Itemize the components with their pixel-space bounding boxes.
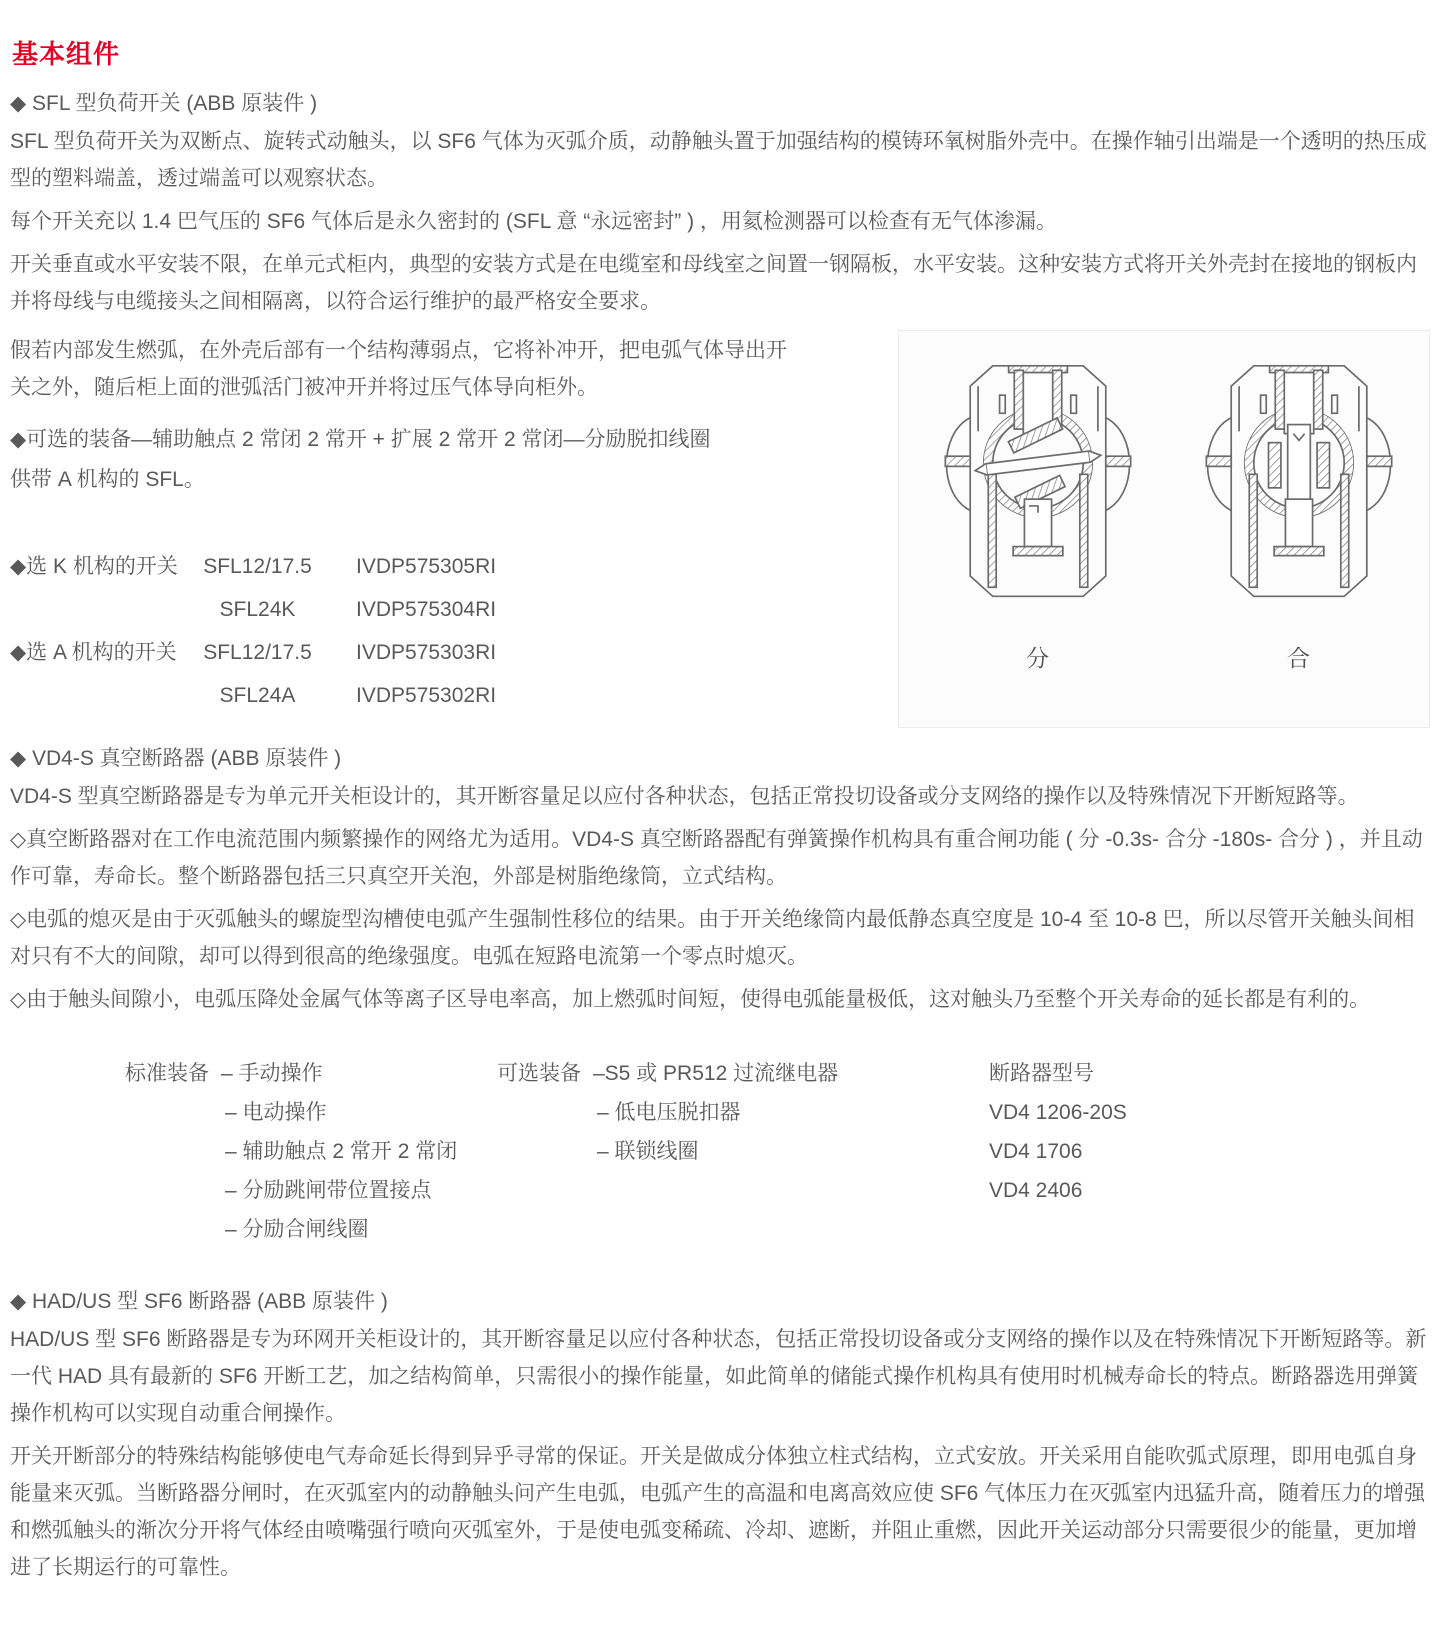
sfl-optional-equipment bbox=[10, 420, 798, 500]
vd4-paragraph-4: ◇由于触头间隙小，电弧压降处金属气体等离子区导电率高，加上燃弧时间短，使得电弧能量极低，这对触头乃至整个开关寿命的延长都是有利的。 bbox=[10, 988, 1371, 1011]
equipment-item: – 低电压脱扣器 bbox=[597, 1101, 741, 1124]
model-order-code: IVDP575303RI bbox=[356, 641, 497, 664]
equipment-item: – 联锁线圈 bbox=[597, 1140, 699, 1163]
section-had bbox=[10, 1289, 1430, 1586]
optional-equipment-column bbox=[497, 1054, 989, 1249]
equipment-item: – 手动操作 bbox=[221, 1062, 323, 1085]
equipment-item: – 分励跳闸带位置接点 bbox=[225, 1179, 432, 1202]
section-sfl bbox=[10, 91, 1430, 728]
had-heading: ◆ HAD/US 型 SF6 断路器 (ABB 原装件 ) bbox=[10, 1290, 388, 1313]
sfl-cross-section-figure bbox=[898, 330, 1430, 728]
model-order-code: IVDP575305RI bbox=[356, 555, 497, 578]
model-name: SFL12/17.5 bbox=[203, 641, 312, 664]
section-vd4 bbox=[10, 746, 1430, 1249]
sfl-paragraph-3: 开关垂直或水平安装不限，在单元式柜内，典型的安装方式是在电缆室和母线室之间置一钢隔板，水平安装。这种安装方式将开关外壳封在接地的钢板内并将母线与电缆接头之间相隔离，以符合运行维护的最严格安全要求。 bbox=[10, 253, 1417, 313]
model-name: SFL12/17.5 bbox=[203, 555, 312, 578]
page-title: 基本组件 bbox=[12, 39, 121, 69]
sfl-paragraph-2: 每个开关充以 1.4 巴气压的 SF6 气体后是永久密封的 (SFL 意 “永远密封” ) ，用氦检测器可以检查有无气体渗漏。 bbox=[10, 210, 1057, 233]
figure-closed-cell bbox=[1168, 331, 1429, 727]
sfl-model-table bbox=[10, 548, 798, 715]
sfl-left-column bbox=[10, 326, 798, 728]
standard-equipment-label: 标准装备 bbox=[125, 1062, 209, 1085]
had-paragraph-2: 开关开断部分的特殊结构能够使电气寿命延长得到异乎寻常的保证。开关是做成分体独立柱式结构，立式安放。开关采用自能吹弧式原理，即用电弧自身能量来灭弧。当断路器分闸时，在灭弧室内的动静触头问产生电弧，电弧产生的高温和电离高效应使 SF6 气体压力在灭弧室内迅猛升高，随着压力的增强和燃弧触头的渐次分开将气体经由喷嘴强行喷向灭弧室外，于是使电弧变稀疏、冷却、遮断，并阻止重燃，因此开关运动部分只需要很少的能量，更加增进了长期运行的可靠性。 bbox=[10, 1445, 1426, 1579]
figure-label-open: 分 bbox=[1026, 645, 1049, 671]
breaker-type-column bbox=[989, 1054, 1430, 1249]
model-mechanism-label bbox=[10, 677, 185, 715]
figure-open-cell bbox=[907, 331, 1168, 727]
model-order-code: IVDP575304RI bbox=[356, 598, 497, 621]
equipment-first-line bbox=[497, 1054, 989, 1093]
model-order-code: IVDP575302RI bbox=[356, 684, 497, 707]
vd4-heading: ◆ VD4-S 真空断路器 (ABB 原装件 ) bbox=[10, 747, 342, 770]
breaker-type-label: 断路器型号 bbox=[989, 1062, 1094, 1085]
breaker-type: VD4 1206-20S bbox=[989, 1101, 1127, 1124]
table-row bbox=[10, 677, 798, 715]
table-row bbox=[10, 548, 798, 586]
model-mechanism-label bbox=[10, 591, 185, 629]
figure-label-closed: 合 bbox=[1287, 645, 1310, 671]
vd4-paragraph-3: ◇电弧的熄灭是由于灭弧触头的螺旋型沟槽使电弧产生强制性移位的结果。由于开关绝缘筒内最低静态真空度是 10-4 至 10-8 巴，所以尽管开关触头间相对只有不大的间隙，却可以得到很高的绝缘强度。电弧在短路电流第一个零点时熄灭。 bbox=[10, 908, 1415, 968]
model-mechanism-label: ◆选 K 机构的开关 bbox=[10, 555, 178, 578]
standard-equipment-column bbox=[125, 1054, 497, 1249]
model-mechanism-label: ◆选 A 机构的开关 bbox=[10, 641, 177, 664]
optional-equipment-label: 可选装备 bbox=[497, 1062, 581, 1085]
sfl-open-position-diagram bbox=[925, 359, 1151, 628]
model-name: SFL24K bbox=[219, 598, 296, 621]
sfl-paragraph-1: SFL 型负荷开关为双断点、旋转式动触头，以 SF6 气体为灭弧介质，动静触头置于加强结构的模铸环氧树脂外壳中。在操作轴引出端是一个透明的热压成型的塑料端盖，透过端盖可以观察状态。 bbox=[10, 130, 1427, 190]
equipment-item: – 分励合闸线圈 bbox=[225, 1218, 369, 1241]
vd4-equipment-columns bbox=[125, 1054, 1430, 1249]
breaker-type: VD4 2406 bbox=[989, 1179, 1083, 1202]
sfl-heading: ◆ SFL 型负荷开关 (ABB 原装件 ) bbox=[10, 92, 318, 115]
sfl-closed-position-diagram bbox=[1186, 359, 1412, 628]
had-paragraph-1: HAD/US 型 SF6 断路器是专为环网开关柜设计的，其开断容量足以应付各种状态，包括正常投切设备或分支网络的操作以及在特殊情况下开断短路等。新一代 HAD 具有最新的 SF6 开断工艺，加之结构简单，只需很小的操作能量，如此简单的储能式操作机构具有使用时机械寿命长的特点。断路器选用弹簧操作机构可以实现自动重合闸操作。 bbox=[10, 1328, 1427, 1425]
equipment-item: – 电动操作 bbox=[225, 1101, 327, 1124]
breaker-type: VD4 1706 bbox=[989, 1140, 1083, 1163]
vd4-paragraph-2: ◇真空断路器对在工作电流范围内频繁操作的网络尤为适用。VD4-S 真空断路器配有弹簧操作机构具有重合闸功能 ( 分 -0.3s- 合分 -180s- 合分 ) ，并且动作可靠，寿命长。整个断路器包括三只真空开关泡，外部是树脂绝缘筒，立式结构。 bbox=[10, 828, 1423, 888]
equipment-item: –S5 或 PR512 过流继电器 bbox=[593, 1062, 839, 1085]
sfl-optional-line1: ◆可选的装备—辅助触点 2 常闭 2 常开 + 扩展 2 常开 2 常闭—分励脱扣线圈 bbox=[10, 428, 711, 451]
table-row bbox=[10, 591, 798, 629]
vd4-paragraph-1: VD4-S 型真空断路器是专为单元开关柜设计的，其开断容量足以应付各种状态，包括正常投切设备或分支网络的操作以及特殊情况下开断短路等。 bbox=[10, 785, 1359, 808]
equipment-item: – 辅助触点 2 常开 2 常闭 bbox=[225, 1140, 458, 1163]
table-row bbox=[10, 634, 798, 672]
model-name: SFL24A bbox=[219, 684, 296, 707]
equipment-first-line bbox=[125, 1054, 497, 1093]
sfl-paragraph-4: 假若内部发生燃弧，在外壳后部有一个结构薄弱点，它将补冲开，把电弧气体导出开关之外，随后柜上面的泄弧活门被冲开并将过压气体导向柜外。 bbox=[10, 339, 787, 399]
sfl-optional-line2: 供带 A 机构的 SFL。 bbox=[10, 468, 205, 491]
sfl-text-and-figure bbox=[10, 326, 1430, 728]
